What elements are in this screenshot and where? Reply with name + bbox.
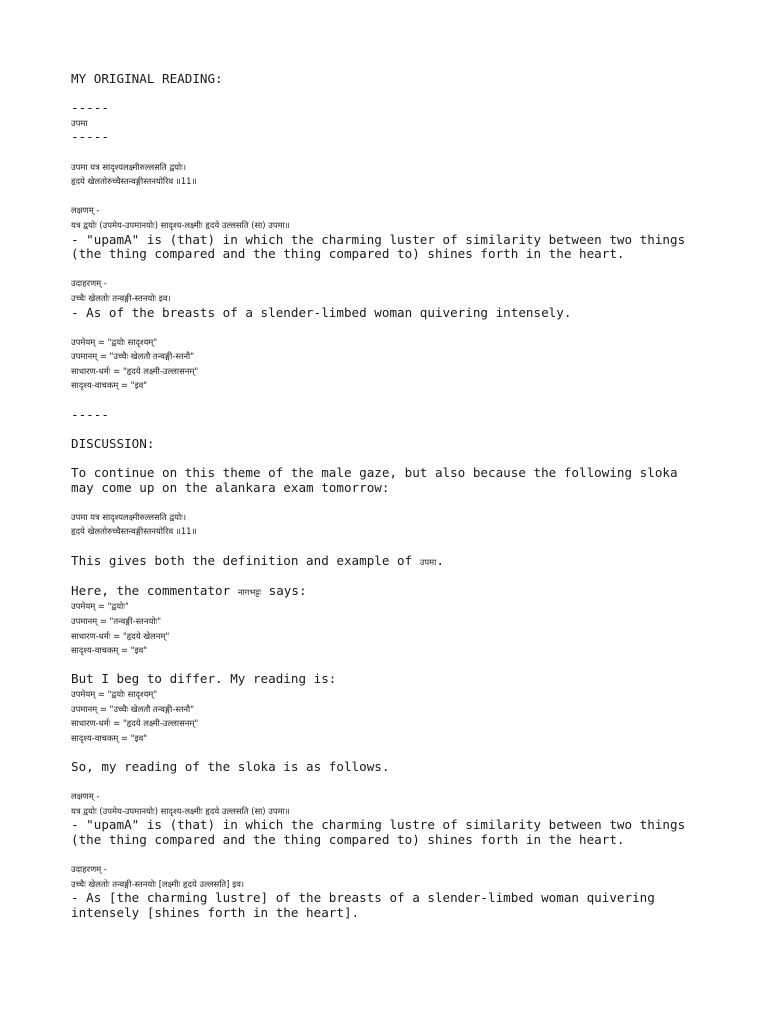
section-heading: MY ORIGINAL READING: bbox=[71, 71, 223, 86]
mapping-line: साधारण-धर्मः = "हृदये खेलनम्" bbox=[71, 630, 170, 641]
paragraph-line: may come up on the alankara exam tomorrow: bbox=[71, 479, 390, 495]
rule-line: ----- bbox=[71, 129, 109, 145]
definition-translation-2: (the thing compared and the thing compared to) shines forth in the heart. bbox=[71, 246, 625, 262]
discussion-heading: DISCUSSION: bbox=[71, 435, 155, 451]
example-translation-1: - As [the charming lustre] of the breasts of a slender-limbed woman quivering bbox=[71, 890, 655, 906]
definition-translation-2: (the thing compared and the thing compared to) shines forth in the heart. bbox=[71, 831, 625, 847]
paragraph-line bbox=[71, 584, 731, 600]
example-sanskrit: उच्चैः खेलतोः तन्वङ्गी-स्तनयोः इव। bbox=[71, 292, 171, 303]
mapping-line: उपमेयम् = "द्वयोः सादृश्यम्" bbox=[71, 688, 158, 699]
paragraph-text: says: bbox=[261, 582, 307, 598]
paragraph-line: But I beg to differ. My reading is: bbox=[71, 671, 337, 687]
example-sanskrit: उच्चैः खेलतोः तन्वङ्गी-स्तनयोः [लक्ष्मीः हृदये उल्लसति] इव। bbox=[71, 878, 245, 889]
verse-line-1: उपमा यत्र सादृश्यलक्ष्मीरुल्लसति द्वयोः। bbox=[71, 161, 187, 172]
inline-sanskrit: नागभट्टः bbox=[237, 586, 262, 597]
definition-translation-1: - "upamA" is (that) in which the charming luster of similarity between two things bbox=[71, 231, 686, 247]
paragraph-line: So, my reading of the sloka is as follows. bbox=[71, 758, 390, 774]
example-label: उदाहरणम् - bbox=[71, 278, 107, 289]
definition-translation-1: - "upamA" is (that) in which the charming lustre of similarity between two things bbox=[71, 817, 686, 833]
example-label: उदाहरणम् - bbox=[71, 864, 107, 875]
rule-line: ----- bbox=[71, 406, 109, 422]
mapping-line: उपमानम् = "उच्चैः खेलतौ तन्वङ्गी-स्तनौ" bbox=[71, 351, 195, 362]
definition-label: लक्षणम् - bbox=[71, 791, 100, 802]
mapping-line: साधारण-धर्मः = "हृदये लक्ष्मी-उल्लासनम्" bbox=[71, 718, 199, 729]
example-translation: - As of the breasts of a slender-limbed woman quivering intensely. bbox=[71, 304, 572, 320]
verse-line-2: हृदये खेलतोरुच्चैस्तन्वङ्गीस्तनयोरिव ॥11॥ bbox=[71, 176, 197, 187]
mapping-line: उपमानम् = "तन्वङ्गी-स्तनयोः" bbox=[71, 615, 162, 626]
rule-line: ----- bbox=[71, 100, 109, 116]
definition-sanskrit: यत्र द्वयोः (उपमेय-उपमानयोः) सादृश्य-लक्ष्मीः हृदये उल्लसति (सा) उपमा॥ bbox=[71, 219, 290, 230]
paragraph-text: Here, the commentator bbox=[71, 582, 238, 598]
sanskrit-title: उपमा bbox=[71, 117, 88, 128]
example-translation-2: intensely [shines forth in the heart]. bbox=[71, 904, 360, 920]
verse-line-1: उपमा यत्र सादृश्यलक्ष्मीरुल्लसति द्वयोः। bbox=[71, 511, 187, 522]
mapping-line: साधारण-धर्मः = "हृदये लक्ष्मी-उल्लासनम्" bbox=[71, 365, 199, 376]
mapping-line: उपमेयम् = "द्वयोः" bbox=[71, 601, 129, 612]
mapping-line: सादृश्य-वाचकम् = "इव" bbox=[71, 645, 148, 656]
paragraph-line: To continue on this theme of the male gaze, but also because the following sloka bbox=[71, 465, 678, 481]
verse-line-2: हृदये खेलतोरुच्चैस्तन्वङ्गीस्तनयोरिव ॥11॥ bbox=[71, 526, 197, 537]
mapping-line: उपमानम् = "उच्चैः खेलतौ तन्वङ्गी-स्तनौ" bbox=[71, 703, 195, 714]
inline-sanskrit: उपमा bbox=[419, 556, 437, 567]
definition-sanskrit: यत्र द्वयोः (उपमेय-उपमानयोः) सादृश्य-लक्ष्मीः हृदये उल्लसति (सा) उपमा॥ bbox=[71, 805, 290, 816]
paragraph-line bbox=[71, 554, 731, 570]
paragraph-text: . bbox=[436, 552, 444, 568]
mapping-line: उपमेयम् = "द्वयोः सादृश्यम्" bbox=[71, 336, 158, 347]
mapping-line: सादृश्य-वाचकम् = "इव" bbox=[71, 380, 148, 391]
mapping-line: सादृश्य-वाचकम् = "इव" bbox=[71, 732, 148, 743]
definition-label: लक्षणम् - bbox=[71, 205, 100, 216]
paragraph-text: This gives both the definition and example of bbox=[71, 552, 420, 568]
document-body bbox=[71, 72, 731, 920]
